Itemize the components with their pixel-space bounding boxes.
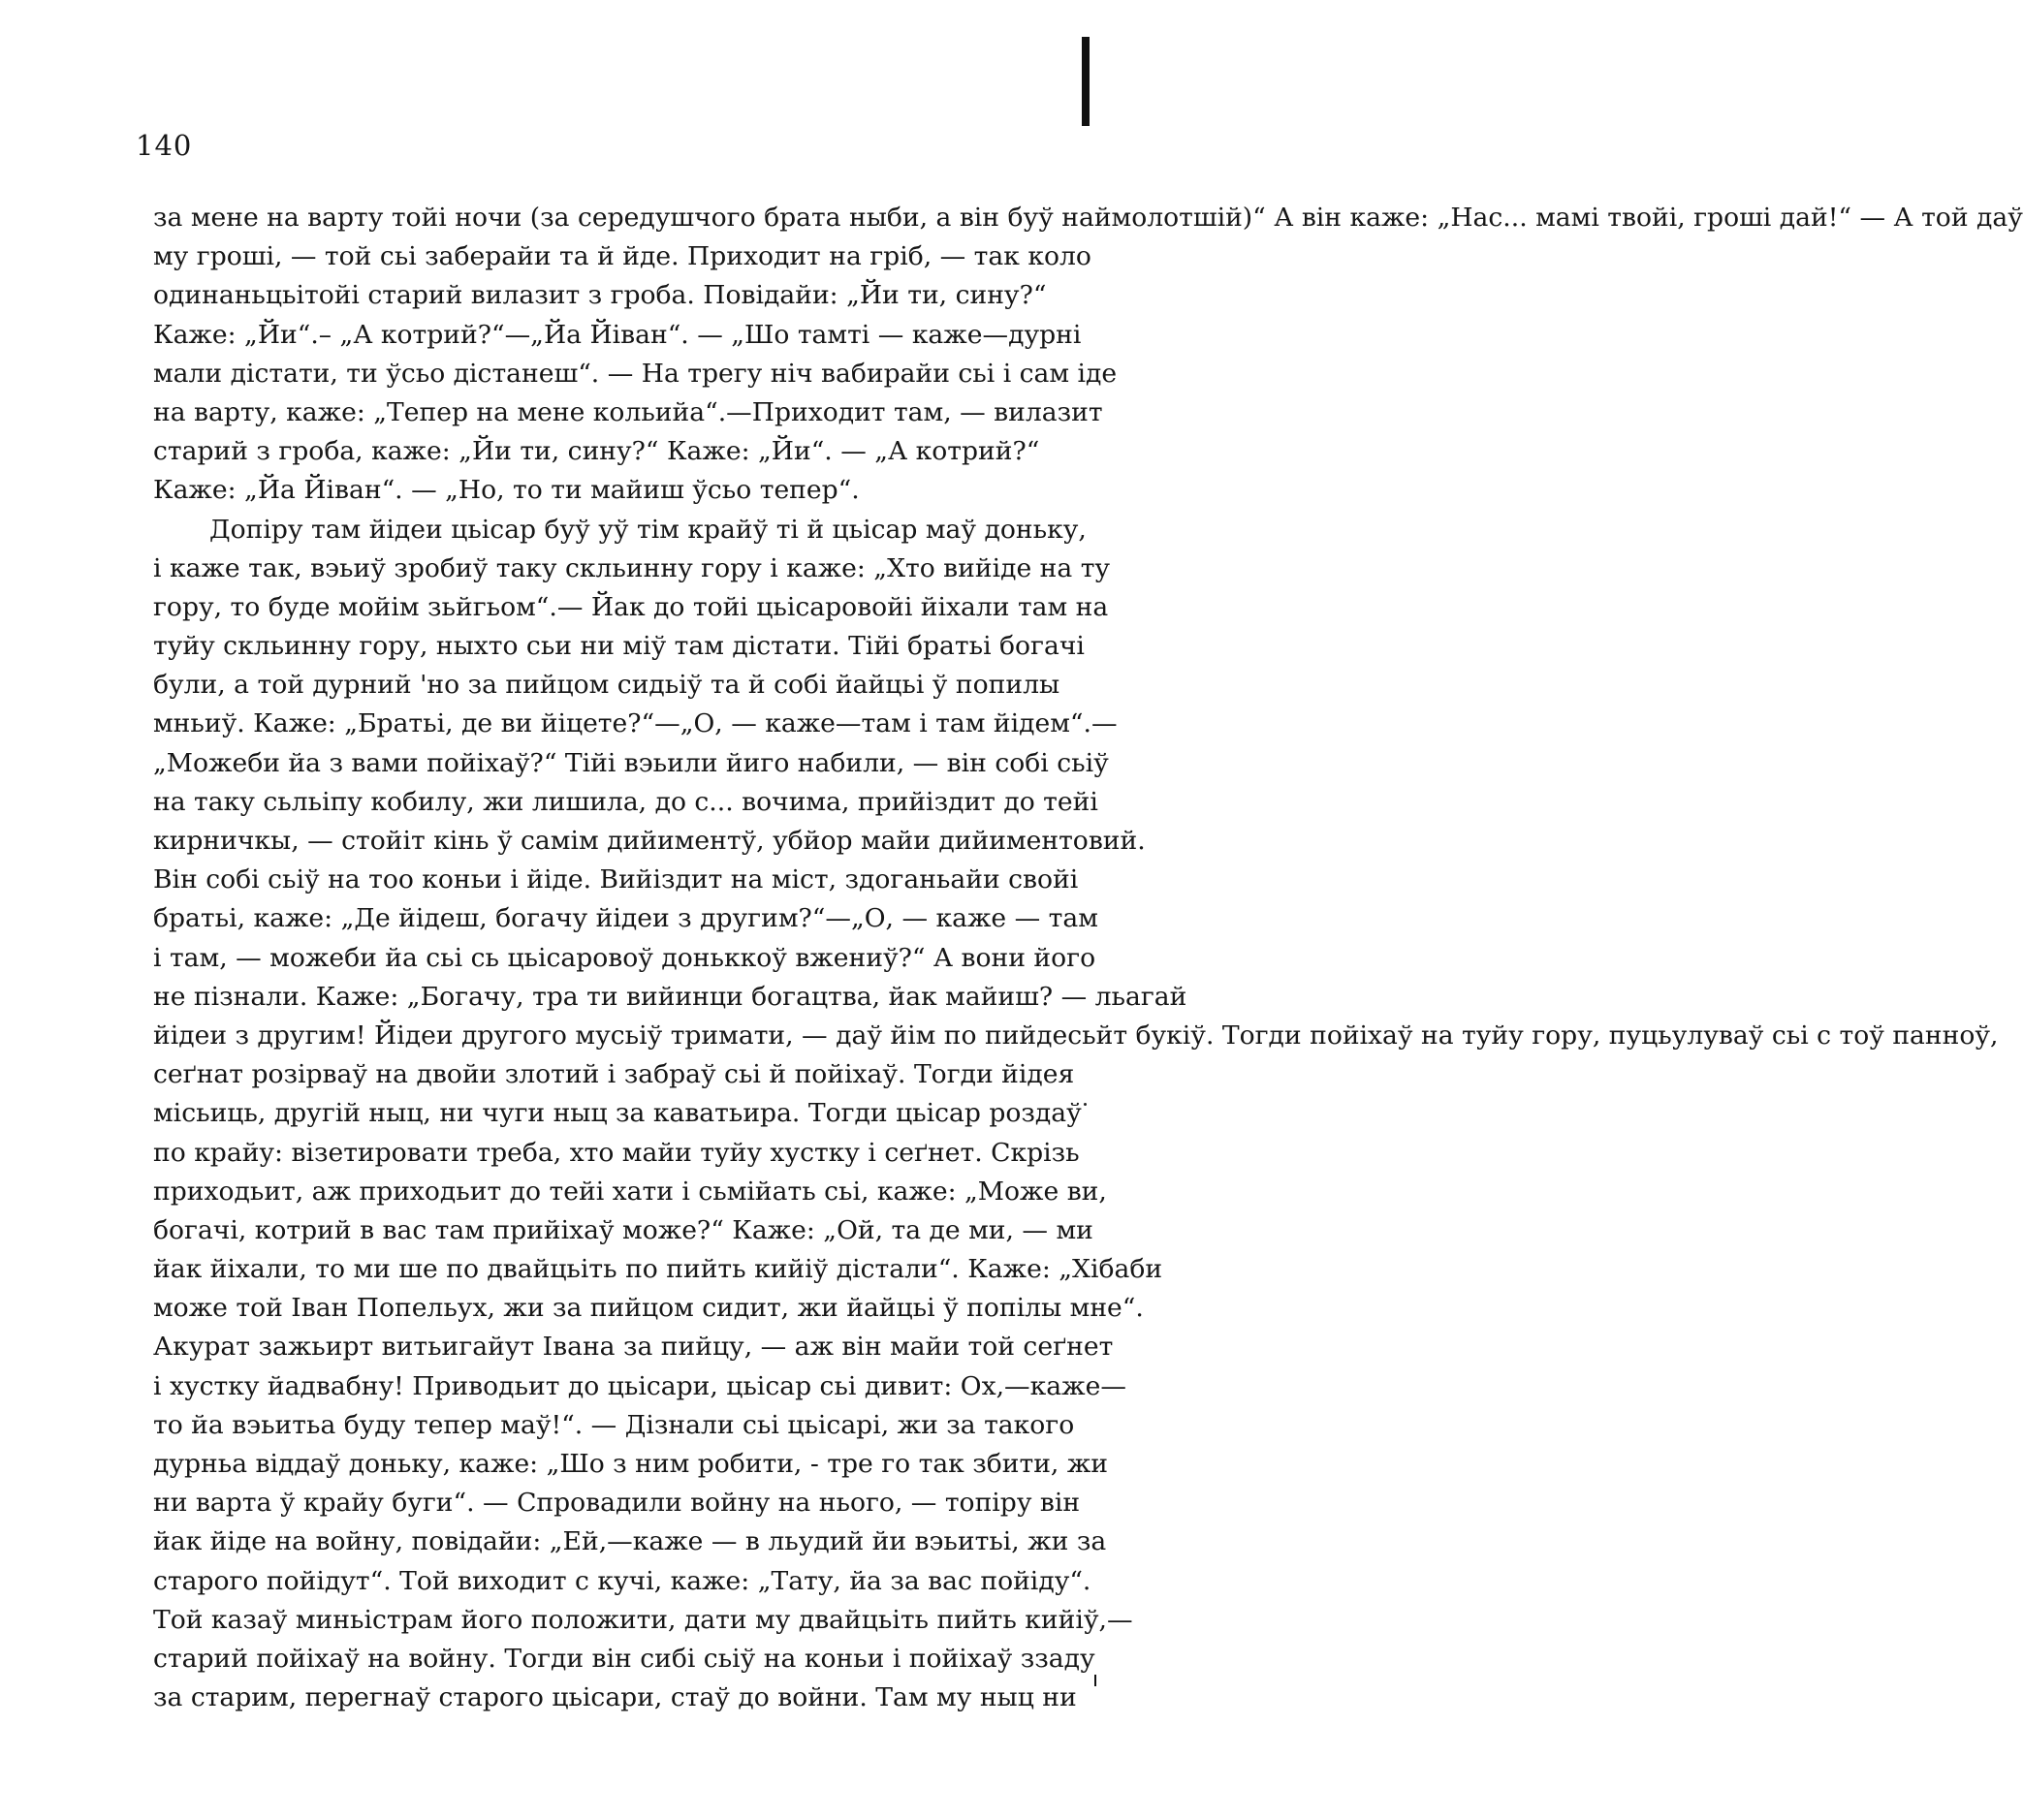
text-line: Він собі сьіў на тоо коньи і йіде. Вийіздит на міст, здоганьайи свойі <box>153 864 1079 895</box>
text-line: не пізнали. Каже: „Богачу, тра ти вийинци богацтва, йак майиш? — льагай <box>153 981 1187 1012</box>
text-line: старий з гроба, каже: „Йи ти, сину?“ Каже: „Йи“. — „А котрий?“ <box>153 436 1040 467</box>
text-line: йідеи з другим! Йідеи другого мусьіў тримати, — даў йім по пийдесьйт букіў. Тогди пойіхаў на туйу гору, пуцьулуваў сьі с тоў панноў, <box>153 1020 1999 1051</box>
text-line: за старим, перегнаў старого цьісари, стаў до войни. Там му ныц ни <box>153 1682 1077 1713</box>
text-line: богачі, котрий в вас там прийіхаў може?“ Каже: „Ой, та де ми, — ми <box>153 1214 1093 1245</box>
text-line: сеґнат розірваў на двойи злотий і забраў сьі й пойіхаў. Тогди йідея <box>153 1059 1075 1090</box>
text-line: старий пойіхаў на войну. Тогди він сибі сьіў на коньи і пойіхаў ззаду <box>153 1643 1095 1674</box>
text-line: йак йіхали, то ми ше по двайцьіть по пийть кийіў дістали“. Каже: „Хібаби <box>153 1254 1163 1285</box>
text-line: туйу скльинну гору, ныхто сьи ни міў там дістати. Тійі братьі богачі <box>153 631 1085 662</box>
text-line: „Можеби йа з вами пойіхаў?“ Тійі вэьили йиго набили, — він собі сьіў <box>153 747 1109 778</box>
text-line: за мене на варту тойі ночи (за середушчого брата ныби, а він буў наймолотшій)“ А він каже: „Нас... мамі твойі, гроші дай!“ — А той даў <box>153 203 2023 233</box>
page-number: 140 <box>136 129 193 162</box>
text-line: Акурат зажьирт витьигайут Івана за пийцу, — аж він майи той сеґнет <box>153 1332 1114 1363</box>
text-line: братьі, каже: „Де йідеш, богачу йідеи з другим?“—„О, — каже — там <box>153 903 1098 934</box>
text-line: і каже так, вэьиў зробиў таку скльинну гору і каже: „Хто вийіде на ту <box>153 552 1111 583</box>
text-line: місьиць, другій ныц, ни чуги ныц за каватьира. Тогди цьісар роздаў <box>153 1098 1082 1129</box>
text-line: може той Іван Попельух, жи за пийцом сидит, жи йайцьі ў попілы мне“. <box>153 1293 1144 1324</box>
text-line: гору, то буде мойім зьйгьом“.— Йак до тойі цьісаровойі йіхали там на <box>153 591 1109 622</box>
page-edge-speck <box>1094 1675 1096 1686</box>
text-line: йак йіде на войну, повідайи: „Ей,—каже — в льудий йи вэьитьі, жи за <box>153 1526 1107 1557</box>
text-line: Той казаў миньістрам його положити, дати му двайцьіть пийть кийіў,— <box>153 1604 1133 1635</box>
text-line: ни варта ў крайу буги“. — Спровадили войну на нього, — топіру він <box>153 1488 1081 1519</box>
text-line: і там, — можеби йа сьі сь цьісаровоў доньккоў вжениў?“ А вони його <box>153 942 1096 973</box>
text-line: на варту, каже: „Тепер на мене кольийа“.—Приходит там, — вилазит <box>153 396 1103 427</box>
text-line: кирничкы, — стойіт кінь ў самім дийиментў, убйор майи дийиментовий. <box>153 826 1146 856</box>
text-line: то йа вэьитьа буду тепер маў!“. — Дізнали сьі цьісарі, жи за такого <box>153 1409 1075 1440</box>
scan-speck <box>1084 1103 1087 1106</box>
text-line: і хустку йадвабну! Приводьит до цьісари, цьісар сьі дивит: Ох,—каже— <box>153 1370 1126 1401</box>
text-line: Каже: „Йи“.– „А котрий?“—„Йа Йіван“. — „Шо тамті — каже—дурні <box>153 319 1082 350</box>
text-line: старого пойідут“. Той виходит с кучі, каже: „Тату, йа за вас пойіду“. <box>153 1565 1091 1596</box>
text-line: мали дістати, ти ўсьо дістанеш“. — На трегу ніч вабирайи сьі і сам іде <box>153 358 1118 389</box>
paragraph-start-line: Допіру там йідеи цьісар буў уў тім крайў ті й цьісар маў доньку, <box>209 514 1087 545</box>
text-line: одинаньцьітойі старий вилазит з гроба. Повідайи: „Йи ти, сину?“ <box>153 280 1047 311</box>
text-line: Каже: „Йа Йіван“. — „Но, то ти майиш ўсьо тепер“. <box>153 475 860 506</box>
text-line: приходьит, аж приходьит до тейі хати і сьмійать сьі, каже: „Може ви, <box>153 1176 1107 1207</box>
text-line: були, а той дурний 'но за пийцом сидьіў та й собі йайцьі ў попилы <box>153 670 1060 701</box>
text-line: по крайу: візетировати треба, хто майи туйу хустку і сеґнет. Скрізь <box>153 1137 1080 1168</box>
text-line: на таку сьльіпу кобилу, жи лишила, до с... вочима, прийіздит до тейі <box>153 786 1098 817</box>
text-line: му гроші, — той сьі заберайи та й йде. Приходит на гріб, — так коло <box>153 241 1091 272</box>
page-edge-mark <box>1082 37 1090 126</box>
text-line: мньиў. Каже: „Братьі, де ви йіцете?“—„О, — каже—там і там йідем“.— <box>153 708 1118 739</box>
body-text <box>153 199 2023 1717</box>
text-line: дурньа віддаў доньку, каже: „Шо з ним робити, - тре го так збити, жи <box>153 1449 1109 1479</box>
